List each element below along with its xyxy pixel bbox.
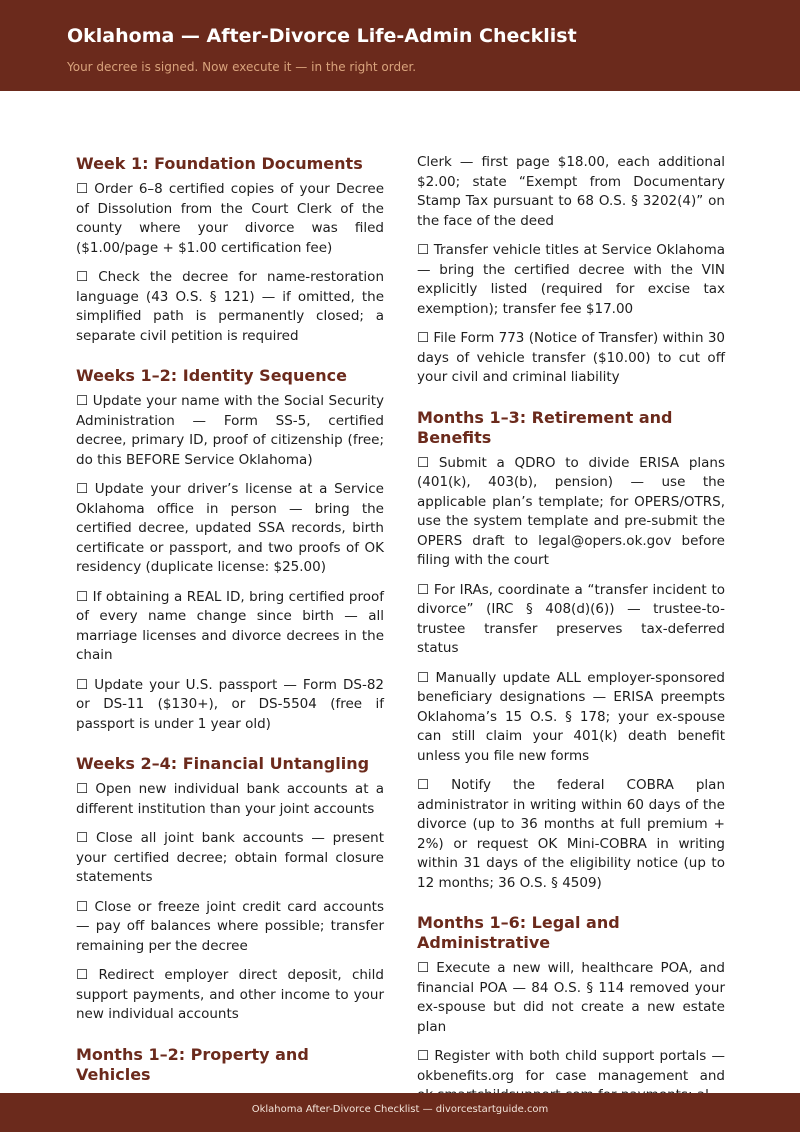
checklist-item [417,959,725,1037]
checklist-item [76,829,384,888]
checkbox-icon[interactable]: ☐ [417,1048,430,1064]
section-heading: Weeks 2–4: Financial Untangling [76,754,370,773]
checklist-item-text: Update your U.S. passport — Form DS-82 or DS-11 ($130+), or DS-5504 (free if passport is under 1 year old) [76,676,384,732]
section-heading: Week 1: Foundation Documents [76,154,363,173]
checklist-item-text: Register with both child support portals — okbenefits.org for case management and [417,1048,726,1084]
checklist-item-text: Open new individual bank accounts at a different institution than your joint accounts [76,781,384,817]
checkbox-icon[interactable]: ☐ [417,242,430,258]
checklist-item-text: Close or freeze joint credit card accounts — pay off balances where possible; transfer remaining per the decree [76,898,384,954]
page-title: Oklahoma — After-Divorce Life-Admin Checklist [67,25,577,47]
checklist-item [76,392,384,470]
checklist-item-text: Submit a QDRO to divide ERISA plans (401(k), 403(b), pension) — use the applicable plan’s template; for OPERS/OTRS, use the system template and pre-submit the OPERS draft to legal@opers.ok.gov before filing with the court [417,454,725,568]
section-heading: Weeks 1–2: Identity Sequence [76,366,347,385]
checklist-item-text: Update your name with the Social Security Administration — Form SS-5, certified decree, primary ID, proof of citizenship (free; do this BEFORE Service Oklahoma) [76,393,384,468]
checkbox-icon[interactable]: ☐ [76,676,89,693]
left-column [76,150,385,1084]
checklist-item-text: Order 6–8 certified copies of your Decree of Dissolution from the Court Clerk of the county where your divorce was filed ($1.00/page + $1.00 certification fee) [76,181,384,256]
checkbox-icon[interactable]: ☐ [76,181,89,197]
checkbox-icon[interactable]: ☐ [76,393,89,409]
checklist-item [76,898,384,957]
right-column [417,153,726,1084]
checkbox-icon[interactable]: ☐ [76,898,89,915]
checkbox-icon[interactable]: ☐ [76,830,89,846]
checklist-item [417,581,725,659]
checklist-item [76,780,384,819]
checklist-item-text: Redirect employer direct deposit, child support payments, and other income to your new individual accounts [76,967,384,1022]
footer-text: Oklahoma After-Divorce Checklist — divorcestartguide.com [251,1104,549,1115]
checkbox-icon[interactable]: ☐ [76,481,89,497]
checklist-item [76,676,384,735]
checklist-item [417,776,725,893]
checklist-item-text: Transfer vehicle titles at Service Oklahoma — bring the certified decree with the VIN explicitly listed (required for excise tax exemption); transfer fee $17.00 [417,242,725,317]
page-subtitle: Your decree is signed. Now execute it — in the right order. [67,60,417,74]
checklist-item-text: Execute a new will, healthcare POA, and financial POA — 84 O.S. § 114 removed your ex-spouse but did not create a new estate plan [417,960,725,1035]
checkbox-icon[interactable]: ☐ [417,581,430,598]
checklist-item-text: If obtaining a REAL ID, bring certified proof of every name change since birth — all marriage licenses and divorce decrees in the chain [76,588,385,663]
checkbox-icon[interactable]: ☐ [76,781,89,797]
section-heading: Months 1–2: Property and Vehicles [76,1044,309,1084]
page-header [0,0,800,91]
checklist-item-text: Update your driver’s license at a Service Oklahoma office in person — bring the certified decree, updated SSA records, birth certificate or passport, and two proofs of OK residency (duplicate license: $25.00) [76,481,384,575]
page-footer [0,1093,800,1132]
continued-item-text: Clerk — first page $18.00, each additional $2.00; state “Exempt from Documentary Stamp Tax pursuant to 68 O.S. § 3202(4)” on the face of the deed [417,154,725,229]
checkbox-icon[interactable]: ☐ [417,777,430,793]
checklist-item [76,480,384,578]
checklist-item-text: Manually update ALL employer-sponsored beneficiary designations — ERISA preempts Oklahoma’s 15 O.S. § 178; your ex-spouse can still claim your 401(k) death benefit unless you file new forms [417,669,726,764]
checkbox-icon[interactable]: ☐ [417,960,430,976]
checkbox-icon[interactable]: ☐ [76,269,89,285]
checklist-item [76,966,384,1025]
checkbox-icon[interactable]: ☐ [76,967,89,983]
checklist-item [417,669,725,767]
checklist-item-text: File Form 773 (Notice of Transfer) within 30 days of vehicle transfer ($10.00) to cut off your civil and criminal liability [417,330,725,385]
checkbox-icon[interactable]: ☐ [417,669,430,686]
checklist-item [417,241,725,319]
checklist-item [76,588,384,666]
checklist-item-text: Close all joint bank accounts — present your certified decree; obtain formal closure statements [76,830,384,885]
checklist-item [76,268,384,346]
section-heading: Months 1–3: Retirement and Benefits [417,407,673,447]
section-heading: Months 1–6: Legal and Administrative [417,913,620,952]
checklist-item [76,180,384,258]
checklist-item [417,454,725,571]
checkbox-icon[interactable]: ☐ [76,588,89,605]
checklist-item-text: For IRAs, coordinate a “transfer incident to divorce” (IRC § 408(d)(6)) — trustee-to-trustee transfer preserves tax-deferred status [417,581,725,656]
checkbox-icon[interactable]: ☐ [417,454,430,471]
checklist-item-text: Check the decree for name-restoration language (43 O.S. § 121) — if omitted, the simplified path is permanently closed; a separate civil petition is required [76,269,385,344]
checkbox-icon[interactable]: ☐ [417,330,430,346]
checklist-item [417,329,725,388]
checklist-item-text: Notify the federal COBRA plan administrator in writing within 60 days of the divorce (up to 36 months at full premium + 2%) or request OK Mini-COBRA in writing within 31 days of the eligibility notice (up to 12 months; 36 O.S. § 4509) [417,777,726,891]
